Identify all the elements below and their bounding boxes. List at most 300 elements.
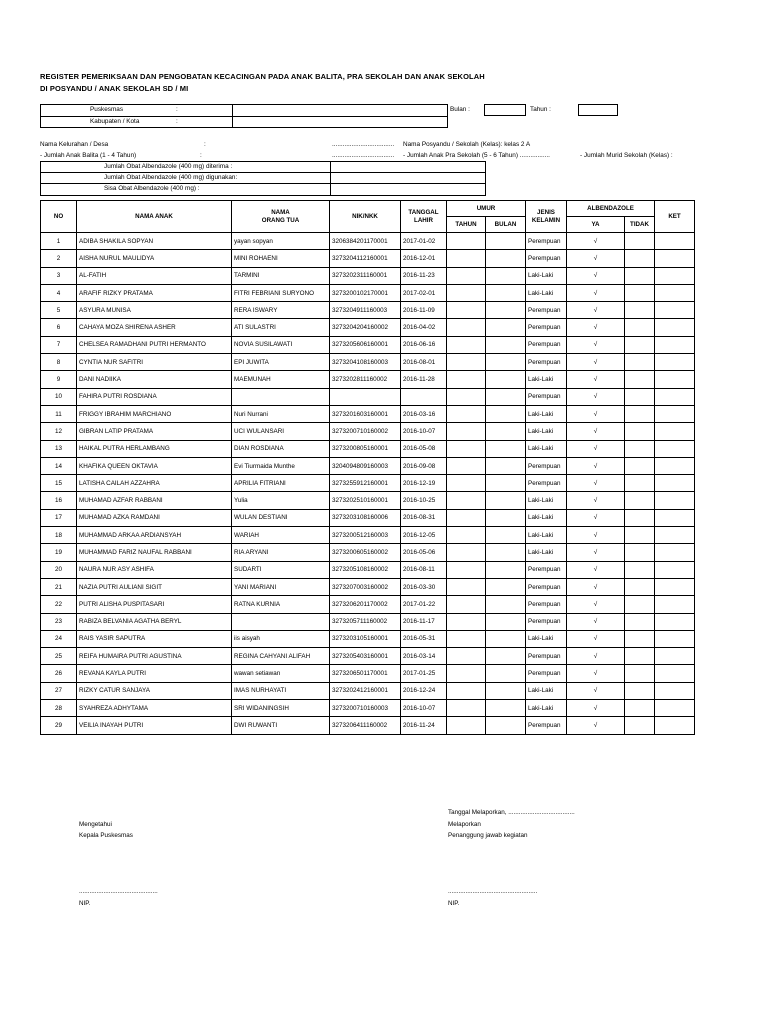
cell-ket <box>655 388 695 405</box>
cell-nama-anak: AL-FATIH <box>77 267 232 284</box>
cell-nik <box>330 388 401 405</box>
cell-nik: 3273204204160002 <box>330 319 401 336</box>
cell-umur-tahun <box>447 250 486 267</box>
cell-no: 10 <box>41 388 77 405</box>
cell-ket <box>655 319 695 336</box>
cell-jenis-kelamin: Perempuan <box>526 475 567 492</box>
cell-no: 27 <box>41 682 77 699</box>
cell-ket <box>655 596 695 613</box>
table-row <box>41 682 695 699</box>
cell-nama-ortu: SUDARTI <box>232 561 330 578</box>
cell-nama-ortu: MINI ROHAENI <box>232 250 330 267</box>
cell-nik: 3273202311160001 <box>330 267 401 284</box>
cell-umur-tahun <box>447 388 486 405</box>
cell-no: 9 <box>41 371 77 388</box>
cell-nik: 3273201603160001 <box>330 405 401 422</box>
cell-ket <box>655 700 695 717</box>
table-row <box>41 250 695 267</box>
cell-nama-ortu: RATNA KURNIA <box>232 596 330 613</box>
cell-nama-ortu: YANI MARIANI <box>232 578 330 595</box>
cell-no: 13 <box>41 440 77 457</box>
cell-tidak <box>625 578 655 595</box>
cell-umur-tahun <box>447 682 486 699</box>
cell-nama-anak: CYNTIA NUR SAFITRI <box>77 354 232 371</box>
table-row <box>41 613 695 630</box>
header-ya: YA <box>567 217 625 233</box>
cell-ket <box>655 717 695 734</box>
balita-colon: : <box>200 152 202 159</box>
cell-nama-anak: GIBRAN LATIP PRATAMA <box>77 423 232 440</box>
cell-umur-tahun <box>447 492 486 509</box>
cell-nik: 3273203105160001 <box>330 630 401 647</box>
obat-diterima-label: Jumlah Obat Albendazole (400 mg) diterima : <box>104 163 233 170</box>
cell-nik: 3273206501170001 <box>330 665 401 682</box>
cell-umur-tahun <box>447 405 486 422</box>
cell-no: 16 <box>41 492 77 509</box>
cell-jenis-kelamin: Perempuan <box>526 457 567 474</box>
cell-tanggal-lahir: 2017-02-01 <box>401 284 447 301</box>
cell-ket <box>655 561 695 578</box>
cell-ket <box>655 578 695 595</box>
cell-ya: √ <box>567 302 625 319</box>
cell-umur-tahun <box>447 527 486 544</box>
obat-sisa-label: Sisa Obat Albendazole (400 mg) : <box>104 185 200 192</box>
table-row <box>41 630 695 647</box>
header-nama-ortu: NAMA ORANG TUA <box>232 201 330 233</box>
cell-tanggal-lahir: 2016-03-14 <box>401 648 447 665</box>
header-bulan: BULAN <box>486 217 526 233</box>
cell-ya: √ <box>567 475 625 492</box>
cell-ket <box>655 665 695 682</box>
cell-no: 5 <box>41 302 77 319</box>
cell-nama-anak: NAURA NUR ASY ASHIFA <box>77 561 232 578</box>
cell-tanggal-lahir: 2016-11-23 <box>401 267 447 284</box>
cell-tidak <box>625 682 655 699</box>
cell-nik: 3273205403160001 <box>330 648 401 665</box>
cell-umur-bulan <box>486 388 526 405</box>
cell-no: 15 <box>41 475 77 492</box>
cell-tanggal-lahir: 2017-01-25 <box>401 665 447 682</box>
cell-tanggal-lahir: 2016-10-07 <box>401 423 447 440</box>
cell-ket <box>655 492 695 509</box>
cell-no: 6 <box>41 319 77 336</box>
cell-jenis-kelamin: Perempuan <box>526 388 567 405</box>
cell-umur-bulan <box>486 302 526 319</box>
cell-jenis-kelamin: Perempuan <box>526 665 567 682</box>
header-tahun: TAHUN <box>447 217 486 233</box>
murid-label: - Jumlah Murid Sekolah (Kelas) : <box>580 152 673 159</box>
obat-vline <box>330 161 331 196</box>
table-row <box>41 405 695 422</box>
cell-ya: √ <box>567 405 625 422</box>
cell-ya: √ <box>567 596 625 613</box>
cell-ya: √ <box>567 233 625 250</box>
cell-nik: 3273204108160003 <box>330 354 401 371</box>
cell-jenis-kelamin: Perempuan <box>526 319 567 336</box>
cell-nik: 3273206411160002 <box>330 717 401 734</box>
tahun-label: Tahun : <box>530 106 551 113</box>
cell-ya: √ <box>567 630 625 647</box>
cell-tidak <box>625 544 655 561</box>
cell-umur-tahun <box>447 717 486 734</box>
obat-digunakan-label: Jumlah Obat Albendazole (400 mg) digunakan: <box>104 174 238 181</box>
cell-jenis-kelamin: Laki-Laki <box>526 630 567 647</box>
cell-jenis-kelamin: Laki-Laki <box>526 405 567 422</box>
cell-no: 22 <box>41 596 77 613</box>
cell-jenis-kelamin: Perempuan <box>526 613 567 630</box>
cell-nama-ortu: MAEMUNAH <box>232 371 330 388</box>
bulan-label: Bulan : <box>450 106 470 113</box>
cell-ya: √ <box>567 682 625 699</box>
cell-nama-ortu: RIA ARYANI <box>232 544 330 561</box>
header-tidak: TIDAK <box>625 217 655 233</box>
cell-tidak <box>625 388 655 405</box>
cell-ya: √ <box>567 527 625 544</box>
cell-no: 29 <box>41 717 77 734</box>
cell-umur-bulan <box>486 250 526 267</box>
cell-jenis-kelamin: Perempuan <box>526 302 567 319</box>
cell-jenis-kelamin: Perempuan <box>526 233 567 250</box>
cell-nik: 3273205108160002 <box>330 561 401 578</box>
cell-jenis-kelamin: Laki-Laki <box>526 492 567 509</box>
cell-ket <box>655 440 695 457</box>
nip-left: NIP. <box>79 900 91 907</box>
cell-nama-ortu: NOVIA SUSILAWATI <box>232 336 330 353</box>
cell-tanggal-lahir: 2016-08-01 <box>401 354 447 371</box>
cell-nama-anak: LATISHA CAILAH AZZAHRA <box>77 475 232 492</box>
cell-umur-bulan <box>486 354 526 371</box>
cell-nama-ortu: SRI WIDANINGSIH <box>232 700 330 717</box>
signature-line-left: ............................................. <box>79 888 158 895</box>
signature-line-right: ................................................... <box>448 888 538 895</box>
cell-nama-ortu: EPI JUWITA <box>232 354 330 371</box>
kelurahan-label: Nama Kelurahan / Desa <box>40 141 109 148</box>
table-row <box>41 284 695 301</box>
cell-umur-bulan <box>486 457 526 474</box>
cell-umur-tahun <box>447 302 486 319</box>
cell-nik: 3273207003160002 <box>330 578 401 595</box>
cell-tidak <box>625 648 655 665</box>
cell-ket <box>655 423 695 440</box>
cell-nama-anak: PUTRI ALISHA PUSPITASARI <box>77 596 232 613</box>
cell-ya: √ <box>567 423 625 440</box>
balita-label: - Jumlah Anak Balita (1 - 4 Tahun) <box>40 152 137 159</box>
cell-ya: √ <box>567 665 625 682</box>
cell-nama-anak: DANI NADIIKA <box>77 371 232 388</box>
cell-umur-bulan <box>486 527 526 544</box>
cell-no: 11 <box>41 405 77 422</box>
cell-nik: 3273200710160002 <box>330 423 401 440</box>
cell-nama-anak: ASYURA MUNISA <box>77 302 232 319</box>
cell-nama-anak: REVANA KAYLA PUTRI <box>77 665 232 682</box>
cell-nama-ortu: TARMINI <box>232 267 330 284</box>
cell-tidak <box>625 336 655 353</box>
cell-ya: √ <box>567 284 625 301</box>
cell-ya: √ <box>567 371 625 388</box>
cell-ket <box>655 648 695 665</box>
kelurahan-dots: ................................... <box>332 141 395 148</box>
cell-nama-anak: NAZIA PUTRI AULIANI SIGIT <box>77 578 232 595</box>
cell-ket <box>655 630 695 647</box>
cell-umur-bulan <box>486 405 526 422</box>
table-row <box>41 233 695 250</box>
cell-no: 8 <box>41 354 77 371</box>
cell-nama-anak: RABIZA BELVANIA AGATHA BERYL <box>77 613 232 630</box>
cell-nama-ortu: RERA ISWARY <box>232 302 330 319</box>
kabupaten-label: Kabupaten / Kota <box>90 118 140 125</box>
cell-no: 7 <box>41 336 77 353</box>
cell-nik: 3273200710160003 <box>330 700 401 717</box>
cell-tanggal-lahir: 2016-06-16 <box>401 336 447 353</box>
cell-nama-anak: AISHA NURUL MAULIDYA <box>77 250 232 267</box>
cell-umur-bulan <box>486 682 526 699</box>
cell-nama-anak: REIFA HUMAIRA PUTRI AGUSTINA <box>77 648 232 665</box>
cell-umur-bulan <box>486 319 526 336</box>
header-ket: KET <box>655 201 695 233</box>
cell-nik: 3204094809160003 <box>330 457 401 474</box>
cell-ya: √ <box>567 354 625 371</box>
cell-no: 12 <box>41 423 77 440</box>
table-row <box>41 371 695 388</box>
cell-tanggal-lahir: 2016-11-17 <box>401 613 447 630</box>
cell-nama-ortu: IMAS NURHAYATI <box>232 682 330 699</box>
cell-umur-bulan <box>486 440 526 457</box>
document-subtitle: DI POSYANDU / ANAK SEKOLAH SD / MI <box>40 84 189 93</box>
cell-umur-tahun <box>447 578 486 595</box>
register-body <box>41 233 695 735</box>
cell-tanggal-lahir: 2016-12-24 <box>401 682 447 699</box>
cell-umur-bulan <box>486 336 526 353</box>
cell-umur-tahun <box>447 336 486 353</box>
puskesmas-colon: : <box>176 106 178 113</box>
cell-umur-bulan <box>486 423 526 440</box>
cell-nik: 3273202811160002 <box>330 371 401 388</box>
cell-umur-bulan <box>486 561 526 578</box>
table-row <box>41 544 695 561</box>
cell-nama-anak: MUHAMMAD ARKAA ARDIANSYAH <box>77 527 232 544</box>
table-row <box>41 457 695 474</box>
cell-ya: √ <box>567 336 625 353</box>
cell-umur-tahun <box>447 457 486 474</box>
cell-nik: 3273204911160003 <box>330 302 401 319</box>
header-nama-anak: NAMA ANAK <box>77 201 232 233</box>
tahun-field[interactable] <box>578 104 618 116</box>
cell-tidak <box>625 613 655 630</box>
cell-umur-bulan <box>486 596 526 613</box>
cell-umur-tahun <box>447 284 486 301</box>
cell-ya: √ <box>567 250 625 267</box>
cell-jenis-kelamin: Perempuan <box>526 354 567 371</box>
cell-jenis-kelamin: Laki-Laki <box>526 440 567 457</box>
cell-nama-ortu: iis aisyah <box>232 630 330 647</box>
cell-no: 1 <box>41 233 77 250</box>
cell-ya: √ <box>567 492 625 509</box>
cell-ya: √ <box>567 267 625 284</box>
cell-umur-tahun <box>447 371 486 388</box>
cell-tanggal-lahir: 2016-05-06 <box>401 544 447 561</box>
cell-tanggal-lahir <box>401 388 447 405</box>
cell-umur-tahun <box>447 613 486 630</box>
cell-nama-anak: FAHIRA PUTRI ROSDIANA <box>77 388 232 405</box>
cell-ket <box>655 284 695 301</box>
cell-umur-bulan <box>486 700 526 717</box>
cell-nik: 3273204112160001 <box>330 250 401 267</box>
cell-tidak <box>625 405 655 422</box>
cell-tidak <box>625 561 655 578</box>
nip-right: NIP. <box>448 900 460 907</box>
cell-nama-ortu: UCI WULANSARI <box>232 423 330 440</box>
cell-jenis-kelamin: Laki-Laki <box>526 284 567 301</box>
table-row <box>41 319 695 336</box>
balita-dots: ................................... <box>332 152 395 159</box>
cell-tidak <box>625 354 655 371</box>
cell-nik: 3273203108160006 <box>330 509 401 526</box>
cell-tanggal-lahir: 2016-11-28 <box>401 371 447 388</box>
kelurahan-colon: : <box>204 141 206 148</box>
cell-tidak <box>625 596 655 613</box>
mengetahui-label: Mengetahui <box>79 821 112 828</box>
cell-no: 28 <box>41 700 77 717</box>
cell-umur-bulan <box>486 648 526 665</box>
cell-ket <box>655 336 695 353</box>
cell-ya: √ <box>567 319 625 336</box>
cell-tanggal-lahir: 2016-05-08 <box>401 440 447 457</box>
cell-jenis-kelamin: Perempuan <box>526 717 567 734</box>
cell-jenis-kelamin: Perempuan <box>526 596 567 613</box>
kepala-puskesmas-label: Kepala Puskesmas <box>79 832 133 839</box>
puskesmas-label: Puskesmas <box>90 106 124 113</box>
cell-nama-ortu: wawan setiawan <box>232 665 330 682</box>
header-nik: NIK/NKK <box>330 201 401 233</box>
table-row <box>41 302 695 319</box>
cell-tanggal-lahir: 2016-08-11 <box>401 561 447 578</box>
cell-ket <box>655 457 695 474</box>
obat-divider-2 <box>40 183 486 184</box>
obat-divider-1 <box>40 172 486 173</box>
cell-tidak <box>625 475 655 492</box>
table-row <box>41 561 695 578</box>
cell-umur-tahun <box>447 423 486 440</box>
cell-ket <box>655 544 695 561</box>
cell-umur-bulan <box>486 492 526 509</box>
cell-nik: 3273205711160002 <box>330 613 401 630</box>
cell-no: 19 <box>41 544 77 561</box>
cell-tanggal-lahir: 2016-11-09 <box>401 302 447 319</box>
cell-nik: 3273200805160001 <box>330 440 401 457</box>
table-row <box>41 423 695 440</box>
cell-nik: 3273200512160003 <box>330 527 401 544</box>
cell-tidak <box>625 267 655 284</box>
cell-ket <box>655 371 695 388</box>
cell-nama-anak: ADIBA SHAKILA SOPYAN <box>77 233 232 250</box>
table-row <box>41 717 695 734</box>
cell-tidak <box>625 284 655 301</box>
cell-tanggal-lahir: 2016-10-07 <box>401 700 447 717</box>
cell-jenis-kelamin: Perempuan <box>526 250 567 267</box>
cell-nik: 3273202412160001 <box>330 682 401 699</box>
cell-tanggal-lahir: 2016-12-19 <box>401 475 447 492</box>
cell-umur-bulan <box>486 544 526 561</box>
cell-nik: 3273206201170002 <box>330 596 401 613</box>
cell-nama-anak: MUHAMAD AZFAR RABBANI <box>77 492 232 509</box>
cell-umur-bulan <box>486 267 526 284</box>
cell-ket <box>655 527 695 544</box>
cell-ya: √ <box>567 578 625 595</box>
cell-tanggal-lahir: 2016-10-25 <box>401 492 447 509</box>
location-divider <box>40 116 448 117</box>
cell-umur-bulan <box>486 509 526 526</box>
cell-no: 2 <box>41 250 77 267</box>
table-row <box>41 648 695 665</box>
cell-ket <box>655 405 695 422</box>
header-jenis-kelamin: JENIS KELAMIN <box>526 201 567 233</box>
cell-umur-tahun <box>447 267 486 284</box>
cell-no: 21 <box>41 578 77 595</box>
table-row <box>41 509 695 526</box>
table-row <box>41 388 695 405</box>
cell-umur-bulan <box>486 371 526 388</box>
cell-no: 14 <box>41 457 77 474</box>
cell-umur-tahun <box>447 233 486 250</box>
document-title: REGISTER PEMERIKSAAN DAN PENGOBATAN KECACINGAN PADA ANAK BALITA, PRA SEKOLAH DAN ANAK SEKOLAH <box>40 72 485 81</box>
cell-ya: √ <box>567 457 625 474</box>
cell-ket <box>655 354 695 371</box>
cell-tidak <box>625 717 655 734</box>
cell-umur-bulan <box>486 284 526 301</box>
header-tanggal-lahir: TANGGAL LAHIR <box>401 201 447 233</box>
bulan-field[interactable] <box>484 104 526 116</box>
prasekolah-label: - Jumlah Anak Pra Sekolah (5 - 6 Tahun) ................. <box>403 152 550 159</box>
cell-nama-ortu: Nuri Nurrani <box>232 405 330 422</box>
cell-umur-tahun <box>447 354 486 371</box>
cell-ya: √ <box>567 613 625 630</box>
cell-nama-anak: HAIKAL PUTRA HERLAMBANG <box>77 440 232 457</box>
cell-jenis-kelamin: Laki-Laki <box>526 700 567 717</box>
header-umur: UMUR <box>447 201 526 217</box>
table-row <box>41 336 695 353</box>
cell-no: 24 <box>41 630 77 647</box>
cell-tidak <box>625 457 655 474</box>
table-row <box>41 492 695 509</box>
cell-tidak <box>625 665 655 682</box>
cell-ket <box>655 267 695 284</box>
cell-umur-tahun <box>447 544 486 561</box>
cell-nama-ortu <box>232 613 330 630</box>
cell-tanggal-lahir: 2016-03-30 <box>401 578 447 595</box>
cell-ket <box>655 613 695 630</box>
cell-no: 18 <box>41 527 77 544</box>
cell-nama-anak: MUHAMAD AZKA RAMDANI <box>77 509 232 526</box>
cell-ket <box>655 250 695 267</box>
cell-umur-bulan <box>486 717 526 734</box>
cell-nama-ortu: WARIAH <box>232 527 330 544</box>
cell-tidak <box>625 302 655 319</box>
cell-tanggal-lahir: 2016-12-01 <box>401 250 447 267</box>
cell-umur-tahun <box>447 648 486 665</box>
cell-tanggal-lahir: 2016-04-02 <box>401 319 447 336</box>
cell-no: 25 <box>41 648 77 665</box>
table-row <box>41 665 695 682</box>
tanggal-melaporkan: Tanggal Melaporkan, ...................................... <box>448 809 575 816</box>
table-row <box>41 354 695 371</box>
cell-umur-bulan <box>486 475 526 492</box>
cell-nama-anak: RAIS YASIR SAPUTRA <box>77 630 232 647</box>
cell-jenis-kelamin: Laki-Laki <box>526 682 567 699</box>
penanggung-jawab-label: Penanggung jawab kegiatan <box>448 832 528 839</box>
cell-jenis-kelamin: Perempuan <box>526 578 567 595</box>
cell-ket <box>655 682 695 699</box>
table-row <box>41 578 695 595</box>
